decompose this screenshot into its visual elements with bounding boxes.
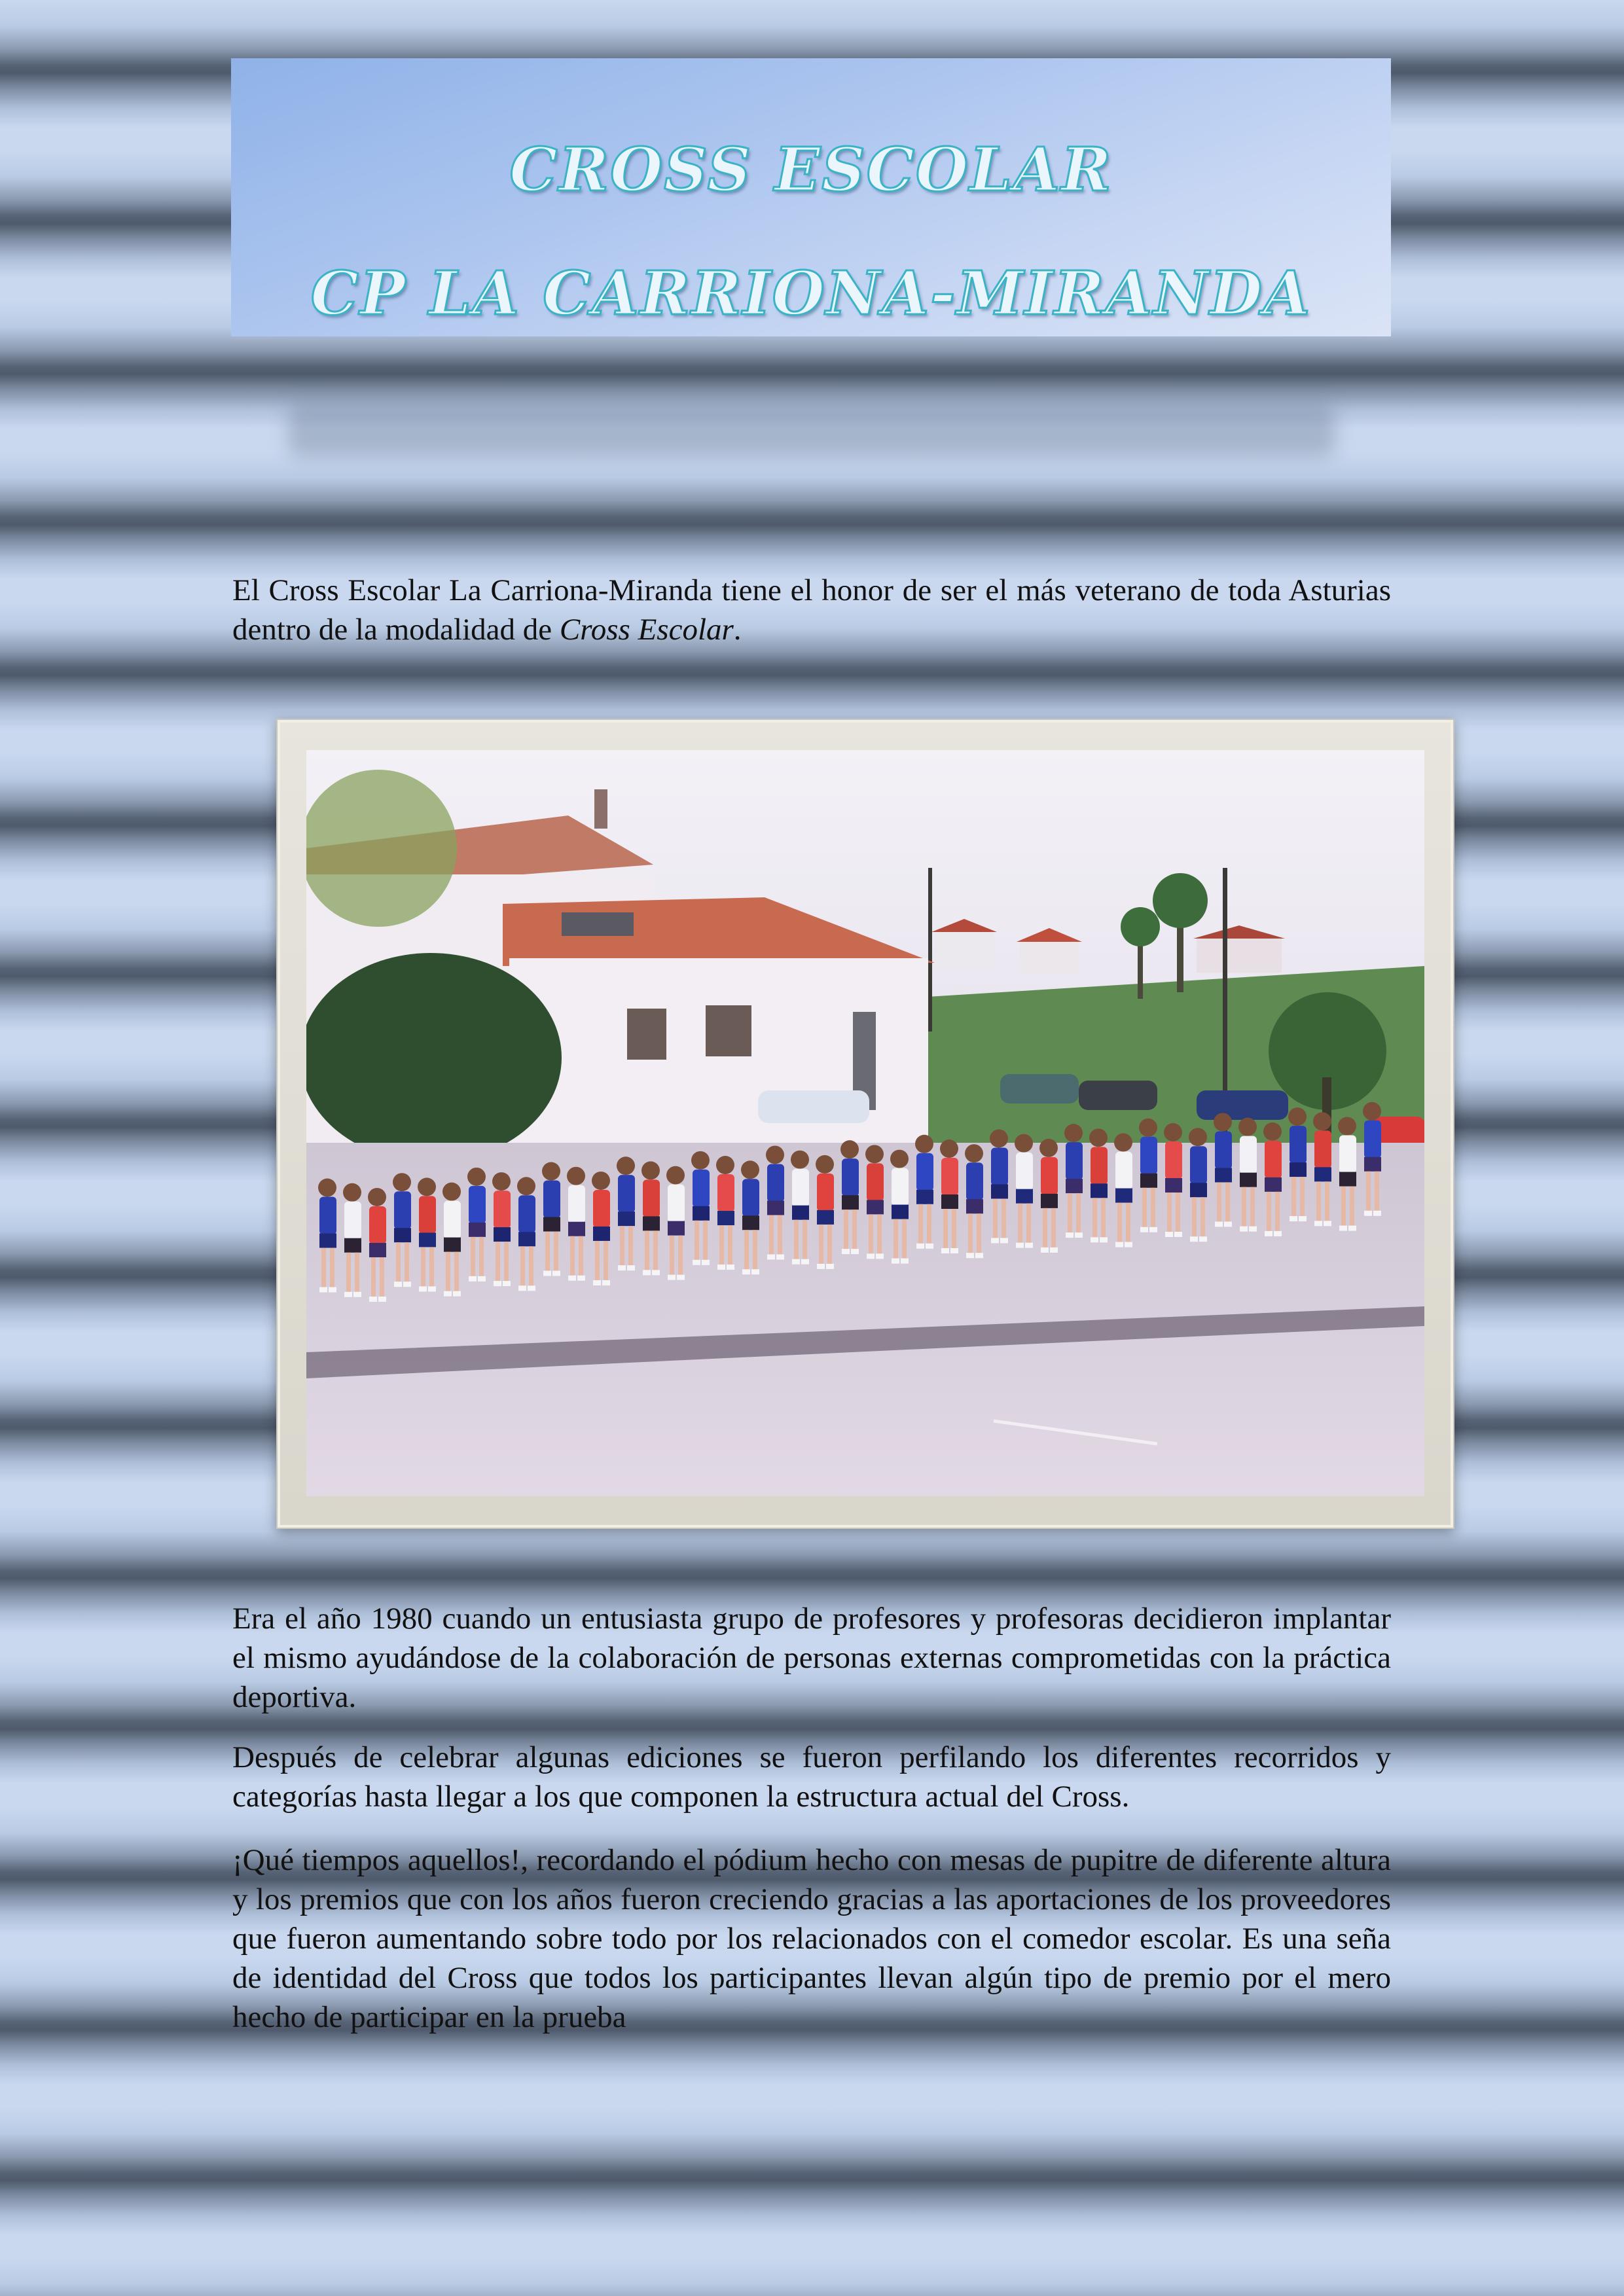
history-paragraph-routes: Después de celebrar algunas ediciones se fueron perfilando los diferentes recorridos y categorías hasta llegar a los que componen la estructura actual del Cross. bbox=[232, 1740, 1391, 1814]
banner-title-line2: CP LA CARRIONA-MIRANDA bbox=[310, 258, 1312, 329]
title-banner bbox=[231, 58, 1391, 336]
intro-paragraph bbox=[232, 571, 1391, 649]
history-paragraph-podium: ¡Qué tiempos aquellos!, recordando el pódium hecho con mesas de pupitre de diferente altura y los premios que con los años fueron creciendo gracias a las aportaciones de los proveedores que fueron aumentando sobre todo por los relacionados con el comedor escolar. Es una seña de identidad del Cross que todos los participantes llevan algún tipo de premio por el mero hecho de participar en la prueba bbox=[232, 1843, 1391, 2034]
intro-italic-term: Cross Escolar bbox=[559, 613, 734, 647]
history-paragraph-1980: Era el año 1980 cuando un entusiasta grupo de profesores y profesoras decidieron implantar el mismo ayudándose de la colaboración de personas externas comprometidas con la práctica deportiva. bbox=[232, 1602, 1391, 1714]
intro-text: El Cross Escolar La Carriona-Miranda tiene el honor de ser el más veterano de toda Asturias dentro de la modalidad de bbox=[232, 573, 1391, 647]
photo-frame bbox=[276, 719, 1454, 1529]
intro-end: . bbox=[733, 613, 742, 647]
race-start-photo bbox=[306, 750, 1424, 1496]
decorative-shadow-band bbox=[288, 404, 1335, 457]
banner-title-line1: CROSS ESCOLAR bbox=[509, 134, 1113, 205]
race-start-photo-illustration bbox=[306, 750, 1424, 1496]
